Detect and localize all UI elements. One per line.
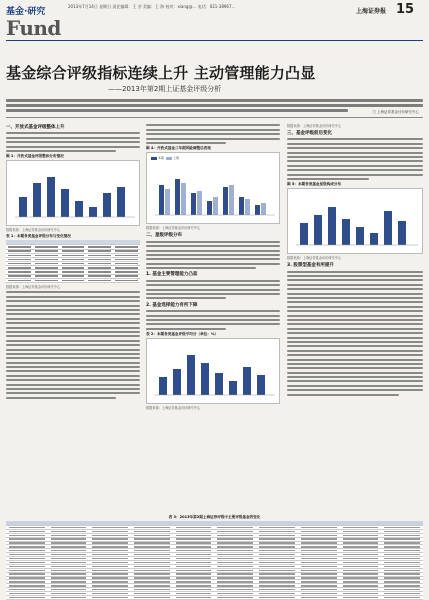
chart-bar [261,203,266,215]
section-heading: 1. 基金主要管理能力凸显 [146,272,198,278]
chart-legend: 本期 上期 [151,156,179,160]
chart-bar [239,197,244,215]
chart-bar [117,187,125,217]
chart-bar [187,355,195,395]
chart-bar [197,191,202,215]
chart-bar [89,207,97,217]
chart-bar [191,193,196,215]
chart-bar [175,179,180,215]
chart-bar [223,187,228,215]
lead-rule [6,117,423,118]
bottom-table-block [6,513,423,600]
bar-chart-6 [288,189,424,253]
table-row [6,596,423,600]
chart-bar [384,211,392,245]
figure-caption: 图 4：开放式基金三年期风险调整后表现 [146,146,211,151]
bar-chart-4 [147,153,281,223]
figure-1 [6,160,140,226]
figure-5 [146,338,280,404]
section-block [6,4,66,40]
chart-bar [103,193,111,217]
author-line: □ 上海证券基金评价研究中心 [372,110,419,114]
chart-bar [342,219,350,245]
chart-bar [255,205,260,215]
chart-bar [207,201,212,215]
chart-bar [165,189,170,215]
page-number: 15 [396,2,415,17]
chart-bar [314,215,322,245]
table-caption: 表 3：2013年第2期上海证券评级中主要评级基金的变化 [168,515,261,519]
table-caption: 表 1：本期各类基金评级分布与变化情况 [6,234,71,239]
chart-bar [201,363,209,395]
table-3 [6,521,423,600]
figure-caption: 图 1：开放式基金评级整体分布情况 [6,154,64,159]
figure-4 [146,152,280,224]
table-1 [6,240,140,283]
chart-bar [243,367,251,395]
chart-bar [245,199,250,215]
figure-source: 数据来源：上海证券基金评价研究中心 [146,406,201,411]
figure-source: 数据来源：上海证券基金评价研究中心 [287,124,342,128]
column-2 [146,122,280,412]
bar-chart-1 [7,161,141,225]
chart-bar [257,375,265,395]
bar-chart-5 [147,339,281,403]
figure-source: 数据来源：上海证券基金评价研究中心 [6,228,61,233]
chart-bar [370,233,378,245]
column-1 [6,122,140,401]
chart-bar [300,223,308,245]
section-heading: 3. 股票型基金有所提升 [287,263,334,269]
section-fund-title: Fund [6,16,61,40]
section-heading: 二、星级评级分布 [146,233,182,239]
chart-bar [19,197,27,217]
lead-paragraph [6,97,423,114]
figure-caption: 图 5：本期各类基金星级构成分布 [287,182,342,187]
table-source: 数据来源：上海证券基金评价研究中心 [6,285,61,290]
figure-source: 数据来源：上海证券基金评价研究中心 [287,256,342,261]
chart-bar [356,227,364,245]
chart-bar [75,201,83,217]
page-header [0,0,429,44]
section-label: 基金·研究 [6,7,46,17]
section-heading: 一、开放式基金评级整体上升 [6,125,65,130]
figure-source: 数据来源：上海证券基金评价研究中心 [146,226,201,231]
article-subtitle: ——2013年第2期上证基金评级分析 [108,85,222,93]
chart-bar [398,221,406,245]
chart-bar [181,183,186,215]
chart-bar [159,185,164,215]
chart-bar [229,381,237,395]
chart-bar [159,377,167,395]
chart-bar [173,369,181,395]
figure-caption: 表 2：本期各类基金评级平均分（单位：%） [146,332,219,337]
chart-bar [328,207,336,245]
chart-bar [33,183,41,217]
issue-meta: 2013年7月14日 星期日 责任编辑：王 芳 美编：王 海 校对：xiang@… 电话：021-38967… [68,4,236,9]
newspaper-name: 上海证券报 [356,8,387,15]
column-3 [287,122,423,398]
figure-6 [287,188,423,254]
chart-bar [229,185,234,215]
chart-bar [47,177,55,217]
chart-bar [215,373,223,395]
section-heading: 三、基金评级前后变化 [287,131,332,136]
header-rule [6,40,423,41]
chart-bar [61,189,69,217]
section-heading: 2. 基金选择能力有所下降 [146,302,198,308]
chart-bar [213,197,218,215]
article-title: 基金综合评级指标连续上升 主动管理能力凸显 [6,64,316,82]
